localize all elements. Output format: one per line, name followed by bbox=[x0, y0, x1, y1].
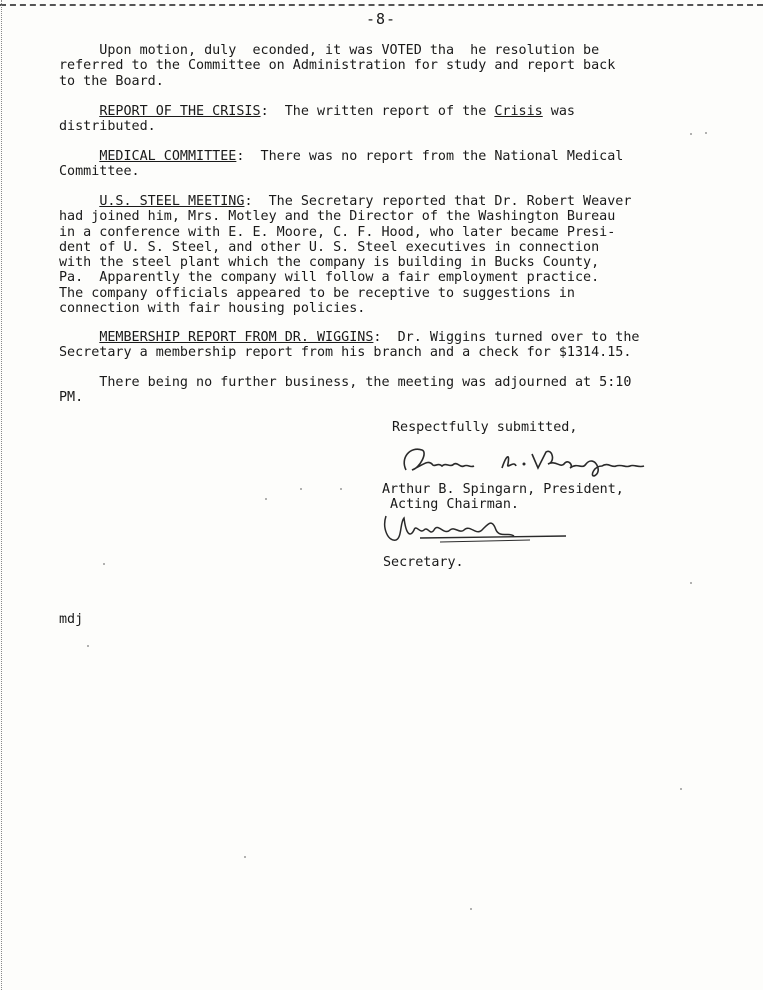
scan-speck bbox=[300, 488, 302, 490]
membership-heading: MEMBERSHIP REPORT FROM DR. WIGGINS bbox=[99, 330, 374, 345]
motion-line-1: Upon motion, duly econded, it was VOTED tha he resolution be bbox=[59, 43, 600, 58]
crisis-text: : The written report of the bbox=[260, 104, 495, 119]
spingarn-signature bbox=[398, 440, 673, 480]
motion-line-3: to the Board. bbox=[59, 73, 164, 89]
crisis-line-2: distributed. bbox=[59, 119, 156, 135]
scan-speck bbox=[103, 563, 105, 565]
motion-paragraph bbox=[59, 43, 709, 89]
closing-text: Respectfully submitted, bbox=[392, 420, 578, 435]
medical-heading: MEDICAL COMMITTEE bbox=[99, 149, 237, 164]
medical-text: : There was no report from the National Medical bbox=[236, 149, 624, 164]
steel-line-7: The company officials appeared to be receptive to suggestions in bbox=[59, 285, 575, 301]
page-top-border bbox=[0, 4, 763, 6]
signer-name-line: Arthur B. Spingarn, President, bbox=[382, 482, 624, 497]
steel-line-6: Pa. Apparently the company will follow a fair employment practice. bbox=[59, 270, 600, 286]
steel-line-2: had joined him, Mrs. Motley and the Director of the Washington Bureau bbox=[59, 209, 616, 225]
membership-paragraph bbox=[59, 330, 709, 361]
steel-line-3: in a conference with E. E. Moore, C. F. Hood, who later became Presi- bbox=[59, 224, 616, 240]
medical-line-2: Committee. bbox=[59, 164, 140, 180]
membership-text: : Dr. Wiggins turned over to the bbox=[373, 330, 640, 345]
scan-speck bbox=[244, 856, 246, 858]
scan-speck bbox=[690, 133, 692, 135]
crisis-text-end: was bbox=[542, 104, 575, 119]
signer-title-line: Acting Chairman. bbox=[390, 497, 519, 512]
steel-text: : The Secretary reported that Dr. Robert Weaver bbox=[244, 194, 632, 209]
adjourn-line-1: There being no further business, the meeting was adjourned at 5:10 bbox=[59, 375, 632, 390]
scan-speck bbox=[265, 498, 267, 500]
scan-speck bbox=[680, 788, 682, 790]
scan-speck bbox=[470, 908, 472, 910]
secretary-label: Secretary. bbox=[383, 555, 464, 570]
typist-initials: mdj bbox=[59, 612, 84, 627]
medical-paragraph bbox=[59, 149, 709, 180]
steel-paragraph bbox=[59, 194, 709, 316]
steel-line-5: with the steel plant which the company is building in Bucks County, bbox=[59, 255, 600, 271]
page-left-edge bbox=[1, 0, 2, 990]
scan-speck bbox=[340, 488, 342, 490]
steel-line-4: dent of U. S. Steel, and other U. S. Steel executives in connection bbox=[59, 239, 600, 255]
crisis-paragraph bbox=[59, 104, 709, 135]
scan-speck bbox=[690, 582, 692, 584]
page-number: -8- bbox=[366, 10, 397, 28]
steel-heading: U.S. STEEL MEETING bbox=[99, 194, 245, 209]
adjourn-line-2: PM. bbox=[59, 390, 84, 406]
scan-speck bbox=[87, 645, 89, 647]
crisis-magazine-title: Crisis bbox=[494, 104, 543, 119]
secretary-signature bbox=[380, 508, 570, 548]
scan-speck bbox=[705, 132, 707, 134]
steel-line-8: connection with fair housing policies. bbox=[59, 301, 366, 317]
motion-line-2: referred to the Committee on Administration for study and report back bbox=[59, 58, 616, 74]
membership-line-2: Secretary a membership report from his branch and a check for $1314.15. bbox=[59, 345, 632, 361]
adjourn-paragraph bbox=[59, 375, 709, 406]
crisis-heading: REPORT OF THE CRISIS bbox=[99, 104, 261, 119]
